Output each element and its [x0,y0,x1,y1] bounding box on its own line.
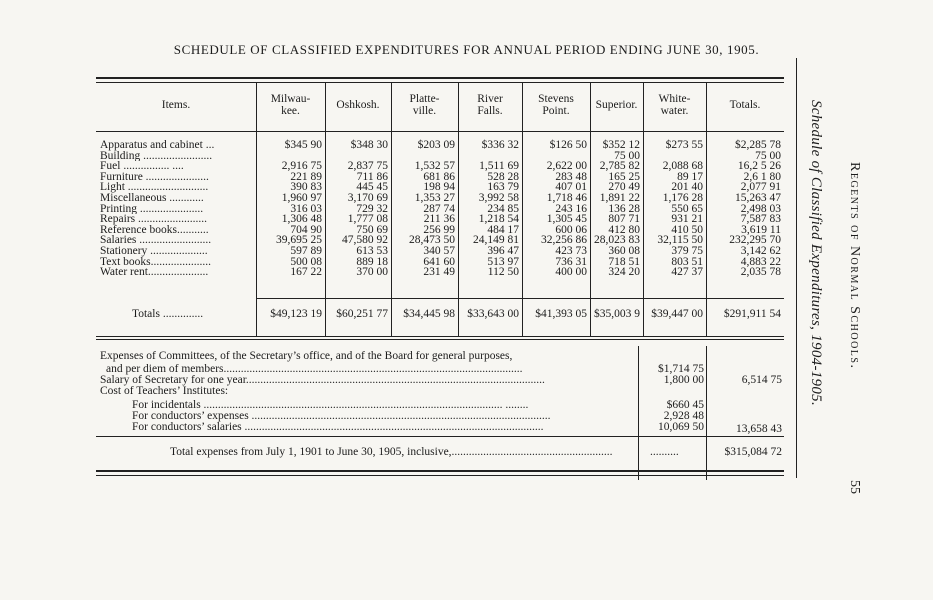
column-header: Milwau- kee. [270,93,311,117]
row-label: Stationery .................... [100,246,208,257]
institutes-heading: Cost of Teachers’ Institutes: [100,386,229,397]
table-cell: 167 22 [290,266,322,279]
table-cell: 47,580 92 [342,234,388,247]
totals-cell: $60,251 77 [336,308,388,320]
row-label: Fuel ................ .... [100,161,184,172]
table-cell: 2,077 91 [740,181,781,194]
table-cell: 803 51 [671,255,703,268]
table-cell: 729 32 [356,202,388,215]
totals-cell: $33,643 00 [467,308,519,320]
conductors-expenses-amount: 2,928 48 [663,411,704,422]
totals-cell: $34,445 98 [403,308,455,320]
table-cell: 370 00 [356,266,388,279]
grand-rule-1 [96,470,784,472]
table-cell: 7,587 83 [740,213,781,226]
conductors-salaries-line: For conductors’ salaries ........................................................................................................ [132,422,544,433]
table-cell: 211 36 [423,213,455,226]
committees-amount: $1,714 75 [658,364,704,375]
table-cell: 711 86 [356,170,388,183]
table-cell: 704 90 [290,223,322,236]
column-header: Totals. [729,99,761,111]
page-number: 55 [847,480,862,494]
table-cell: 256 99 [423,223,455,236]
table-cell: 427 37 [671,266,703,279]
table-cell: 2,785 82 [599,160,640,173]
table-cell: $352 12 [602,139,640,151]
table-cell: 324 20 [608,266,640,279]
column-header: White- water. [658,93,691,117]
table-cell: $345 90 [284,139,322,151]
committees-line-2: and per diem of members........................................................................................................ [106,364,523,375]
table-cell: 600 06 [555,223,587,236]
table-cell: 4,883 22 [740,255,781,268]
page-margin-rule [796,58,797,478]
table-cell: 360 08 [608,245,640,257]
table-cell: 75 00 [755,149,781,162]
salary-amount: 1,800 00 [663,375,704,386]
table-cell: 3,992 58 [478,192,519,204]
subtotal-2: 13,658 43 [736,424,782,435]
grand-total-amount: $315,084 72 [724,447,782,458]
row-label: Printing ...................... [100,203,204,215]
column-header: Superior. [595,99,638,111]
bottom-rule [96,436,784,437]
conductors-expenses-line: For conductors’ expenses ........................................................................................................ [132,411,551,422]
table-cell: $336 32 [481,139,519,151]
table-cell: 112 50 [487,266,519,279]
table-cell: 221 89 [290,170,322,183]
column-header: Items. [161,99,191,111]
table-cell: 931 21 [671,213,703,226]
table-cell: 550 65 [671,202,703,215]
column-header: River Falls. [477,93,503,117]
running-head-italic: Schedule of Classified Expenditures, 1904-1905. [808,100,824,406]
table-cell: 807 71 [608,213,640,226]
table-cell: 2,498 03 [740,202,781,215]
body-bottom-rule [256,298,784,299]
table-cell: 2,6 1 80 [743,170,781,183]
table-cell: 641 60 [423,255,455,268]
totals-cell: $49,123 19 [270,308,322,320]
table-cell: 513 97 [487,255,519,268]
row-label: Text books..................... [100,256,211,268]
row-label: Repairs ........................ [100,214,208,225]
table-cell: 750 69 [356,223,388,236]
table-cell: $2,285 78 [735,139,781,151]
table-cell: 28,023 83 [594,234,640,247]
table-cell: 287 74 [423,202,455,215]
bottom-col-divider-1 [638,346,639,480]
table-cell: $203 09 [417,139,455,151]
table-cell: 32,256 86 [541,234,587,247]
table-cell: 2,622 00 [546,160,587,173]
table-cell: 396 47 [487,245,519,257]
table-cell: 390 83 [290,181,322,194]
row-label: Building ........................ [100,150,213,162]
subtotal-1: 6,514 75 [741,375,782,386]
table-cell: 718 51 [608,255,640,268]
table-cell: $348 30 [350,139,388,151]
table-cell: 3,170 69 [347,192,388,204]
table-cell: 16,2 5 26 [737,160,781,173]
incidentals-amount: $660 45 [666,400,704,411]
row-label: Light ............................ [100,182,209,193]
table-cell: 1,718 46 [546,192,587,204]
table-cell: 165 25 [608,170,640,183]
table-cell: 89 17 [677,170,703,183]
table-cell: 1,306 48 [281,213,322,226]
table-cell: 340 57 [423,245,455,257]
table-cell: 24,149 81 [473,234,519,247]
table-bottom-rule-2 [96,339,784,340]
column-header: Platte- ville. [409,93,440,117]
table-cell: 1,305 45 [546,213,587,226]
row-label: Water rent..................... [100,267,209,278]
table-cell: 1,218 54 [478,213,519,226]
table-cell: 1,532 57 [414,160,455,173]
row-label: Miscellaneous ............ [100,193,204,204]
table-cell: 528 28 [487,170,519,183]
table-cell: 163 79 [487,181,519,194]
table-cell: 2,088 68 [662,160,703,173]
totals-cell: $35,003 9 [594,308,640,320]
table-cell: 889 18 [356,255,388,268]
table-cell: 3,142 62 [740,245,781,257]
table-cell: 316 03 [290,202,322,215]
page-title: SCHEDULE OF CLASSIFIED EXPENDITURES FOR ANNUAL PERIOD ENDING JUNE 30, 1905. [173,42,760,57]
totals-cell: $291,911 54 [723,308,781,320]
table-cell: 198 94 [423,181,455,194]
totals-cell: $39,447 00 [651,308,703,320]
table-cell: 407 01 [555,181,587,194]
grand-total-line: Total expenses from July 1, 1901 to June 30, 1905, inclusive,........................................................ [170,447,613,458]
table-cell: 412 80 [608,223,640,236]
table-cell: 1,891 22 [599,192,640,204]
committees-line-1: Expenses of Committees, of the Secretary’s office, and of the Board for general purposes, [100,351,513,362]
table-cell: 410 50 [671,223,703,236]
bottom-col-divider-2 [706,346,707,480]
table-cell: 1,511 69 [479,160,519,173]
table-cell: 484 17 [487,223,519,236]
table-cell: 283 48 [555,170,587,183]
table-cell: 613 53 [356,245,388,257]
table-cell: 39,695 25 [276,234,322,247]
row-label: Furniture ...................... [100,171,209,183]
table-cell: 32,115 50 [657,234,703,247]
header-bottom-rule [96,131,784,132]
table-cell: 232,295 70 [729,234,781,247]
table-cell: 2,035 78 [740,266,781,279]
grand-rule-2 [96,475,784,476]
table-cell: 231 49 [423,266,455,279]
grand-total-dots: .......... [650,447,679,458]
incidentals-line: For incidentals ........................................................................................................ ........ [132,400,529,411]
table-cell: 270 49 [608,181,640,194]
table-cell: 15,263 47 [735,192,781,204]
table-cell: 136 28 [608,202,640,215]
row-label: Salaries ......................... [100,235,212,246]
table-cell: 201 40 [671,181,703,194]
table-cell: 445 45 [356,181,388,194]
table-cell: 2,916 75 [281,160,322,173]
table-cell: 243 16 [555,202,587,215]
table-cell: 1,777 08 [347,213,388,226]
table-cell: 3,619 11 [741,223,781,236]
table-cell: 2,837 75 [347,160,388,173]
table-bottom-rule [96,336,784,337]
table-cell: $273 55 [665,139,703,151]
table-cell: 234 85 [487,202,519,215]
table-cell: 28,473 50 [409,234,455,247]
totals-label: Totals .............. [132,309,204,320]
conductors-salaries-amount: 10,069 50 [658,422,704,433]
table-top-rule [96,77,784,79]
table-top-rule-2 [96,82,784,83]
salary-line: Salary of Secretary for one year........................................................................................................ [100,375,545,386]
table-cell: 681 86 [423,170,455,183]
column-header: Stevens Point. [538,93,574,117]
row-label: Apparatus and cabinet ... [100,140,215,151]
table-cell: 736 31 [555,255,587,268]
running-head-regents: Regents of Normal Schools. [847,162,862,370]
column-header: Oshkosh. [336,99,380,111]
table-cell: 500 08 [290,255,322,268]
table-cell: 379 75 [671,245,703,257]
row-label: Reference books........... [100,224,209,236]
table-cell: 400 00 [555,266,587,279]
table-cell: 597 89 [290,245,322,257]
table-cell: 423 73 [555,245,587,257]
totals-cell: $41,393 05 [535,308,587,320]
table-cell: 1,960 97 [281,192,322,204]
table-cell: 75 00 [614,149,640,162]
table-cell: $126 50 [549,139,587,151]
table-cell: 1,176 28 [662,192,703,204]
table-cell: 1,353 27 [414,192,455,204]
